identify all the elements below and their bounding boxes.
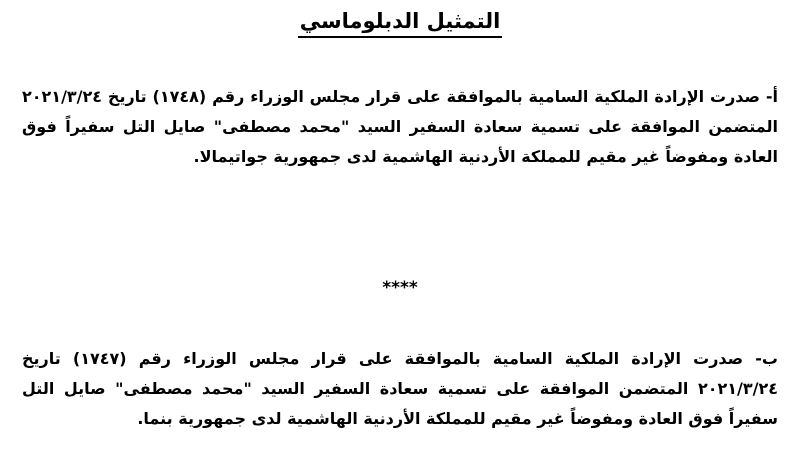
page-title: التمثيل الدبلوماسي [298, 6, 503, 38]
paragraph-a [22, 82, 778, 172]
title-container [0, 6, 800, 38]
section-separator: **** [382, 278, 418, 298]
paragraph-b-letter: ب- [755, 349, 778, 368]
paragraph-a-letter: أ- [765, 87, 778, 106]
paragraph-b-text: صدرت الإرادة الملكية السامية بالموافقة على قرار مجلس الوزراء رقم (١٧٤٧) تاريخ ٢٠٢١/٣/٢٤ المتضمن الموافقة على تسمية سعادة السفير السيد "محمد مصطفى" صايل التل سفيراً فوق العادة ومفوضاً غير مقيم للمملكة الأردنية الهاشمية لدى جمهورية بنما. [22, 349, 778, 428]
paragraph-b [22, 344, 778, 434]
paragraph-a-text: صدرت الإرادة الملكية السامية بالموافقة على قرار مجلس الوزراء رقم (١٧٤٨) تاريخ ٢٠٢١/٣/٢٤ المتضمن الموافقة على تسمية سعادة السفير السيد "محمد مصطفى" صايل التل سفيراً فوق العادة ومفوضاً غير مقيم للمملكة الأردنية الهاشمية لدى جمهورية جواتيمالا. [22, 87, 778, 166]
